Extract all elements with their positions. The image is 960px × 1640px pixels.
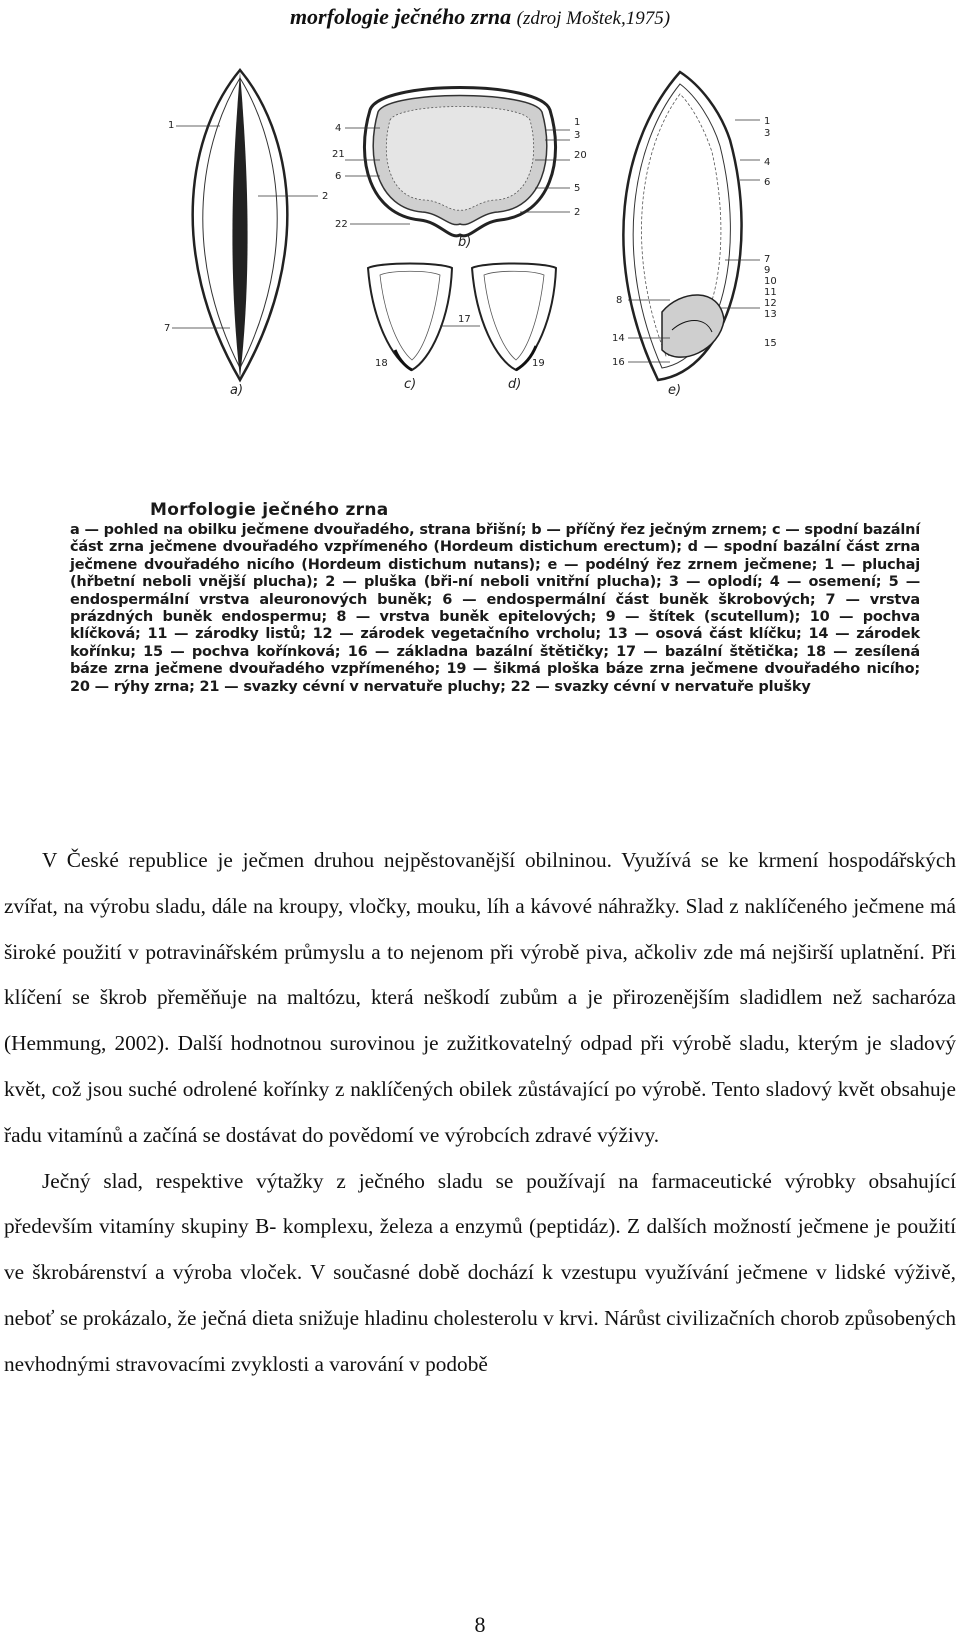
caption-body: a — pohled na obilku ječmene dvouřadého, strana břišní; b — příčný řez ječným zrnem; c — spodní bazální část zrna ječmene dvouřadého vzpřímeného (Hordeum distichum erectum); d — spodní bazální část zrna ječmene dvouřadého nicího (Hordeum distichum nutans); e — podélný řez zrnem ječmene; 1 — pluchaj (hřbetní neboli vnější plucha); 2 — pluška (bři-ní neboli vnitřní plucha); 3 — oplodí; 4 — osemení; 5 — endospermální vrstva aleuronových buněk; 6 — endospermální část buněk škrobových; 7 — vrstva prázdných buněk endospermu; 8 — vrstva buněk epitelových; 9 — štítek (scutellum); 10 — pochva klíčková; 11 — zárodky listů; 12 — zárodek vegetačního vrcholu; 13 — osová část klíčku; 14 — zárodek kořínku; 15 — pochva kořínková; 16 — základna bazální štětičky; 17 — bazální štětička; 18 — zesílená báze zrna ječmene dvouřadého vzpřímeného; 19 — šikmá ploška báze zrna ječmene dvouřadého nicího; 20 — rýhy zrna; 21 — svazky cévní v nervatuře pluchy; 22 — svazky cévní v nervatuře plušky (70, 522, 920, 695)
page-number: 8 (474, 1612, 486, 1637)
panel-a-number: 1 (168, 120, 175, 131)
panel-e-number: 14 (612, 333, 625, 344)
paragraph: V České republice je ječmen druhou nejpěstovanější obilninou. Využívá se ke krmení hospodářských zvířat, na výrobu sladu, dále na kroupy, vločky, mouku, líh a kávové náhražky. Slad z naklíčeného ječmene má široké použití v potravinářském průmyslu a to nejenom při výrobě piva, ačkoliv zde má nejširší uplatnění. Při klíčení se škrob přeměňuje na maltózu, která neškodí zubům a je přirozenějším sladidlem než sacharóza (Hemmung, 2002). Další hodnotnou surovinou je zužitkovatelný odpad při výrobě sladu, kterým je sladový květ, což jsou suché odrolené kořínky z naklíčených obilek zůstávající po výrobě. Tento sladový květ obsahuje řadu vitamínů a začíná se dostávat do povědomí ve výrobcích zdravé výživy. (4, 848, 956, 1147)
grain-morphology-figure (80, 50, 960, 430)
panel-e-number: 12 (764, 298, 777, 309)
body-text (4, 838, 956, 1388)
panel-b-number: 21 (332, 149, 345, 160)
caption-title: Morfologie ječného zrna (150, 500, 389, 520)
panel-b-number: 5 (574, 183, 581, 194)
panel-c-drawing (368, 264, 452, 371)
page-header (0, 4, 960, 30)
panel-e-number: 8 (616, 295, 623, 306)
panel-d-drawing (472, 264, 556, 371)
panel-b-number: 1 (574, 117, 581, 128)
panel-e-number: 4 (764, 157, 771, 168)
panel-b-number: 20 (574, 150, 587, 161)
panel-e-number: 9 (764, 265, 771, 276)
figure-title: morfologie ječného zrna (289, 4, 512, 29)
panel-b-drawing (345, 88, 570, 236)
panel-c-number: 18 (375, 358, 388, 369)
panel-e-label: e) (668, 383, 682, 398)
panel-b-number: 22 (335, 219, 348, 230)
figure-caption (70, 500, 920, 770)
panel-b-number: 6 (335, 171, 342, 182)
panel-d-label: d) (508, 377, 522, 392)
panel-b-label: b) (458, 235, 472, 250)
panel-e-number: 16 (612, 357, 625, 368)
panel-b-number: 2 (574, 207, 581, 218)
panel-a-number: 2 (322, 191, 329, 202)
panel-a-number: 7 (164, 323, 171, 334)
panel-e-number: 7 (764, 254, 771, 265)
panel-e-number: 6 (764, 177, 771, 188)
panel-c-label: c) (404, 377, 417, 392)
panel-e-drawing (623, 72, 760, 380)
panel-a-drawing (172, 70, 318, 380)
panel-b-number: 3 (574, 130, 581, 141)
panel-e-number: 13 (764, 309, 777, 320)
figure-source: (zdroj Moštek,1975) (516, 8, 671, 29)
panel-b-number: 4 (335, 123, 342, 134)
panel-a-label: a) (230, 383, 244, 398)
panel-e-number: 10 (764, 276, 777, 287)
panel-e-number: 1 (764, 116, 771, 127)
panel-cd-number: 17 (458, 314, 471, 325)
panel-e-number: 15 (764, 338, 777, 349)
panel-e-number: 11 (764, 287, 777, 298)
panel-d-number: 19 (532, 358, 545, 369)
panel-e-number: 3 (764, 128, 771, 139)
paragraph: Ječný slad, respektive výtažky z ječného sladu se používají na farmaceutické výrobky obsahující především vitamíny skupiny B- komplexu, železa a enzymů (peptidáz). Z dalších možností ječmene je použití ve škrobárenství a výroba vloček. V současné době dochází k vzestupu využívání ječmene v lidské výživě, neboť se prokázalo, že ječná dieta snižuje hladinu cholesterolu v krvi. Nárůst civilizačních chorob způsobených nevhodnými stravovacími zvyklosti a varování v podobě (4, 1168, 956, 1376)
